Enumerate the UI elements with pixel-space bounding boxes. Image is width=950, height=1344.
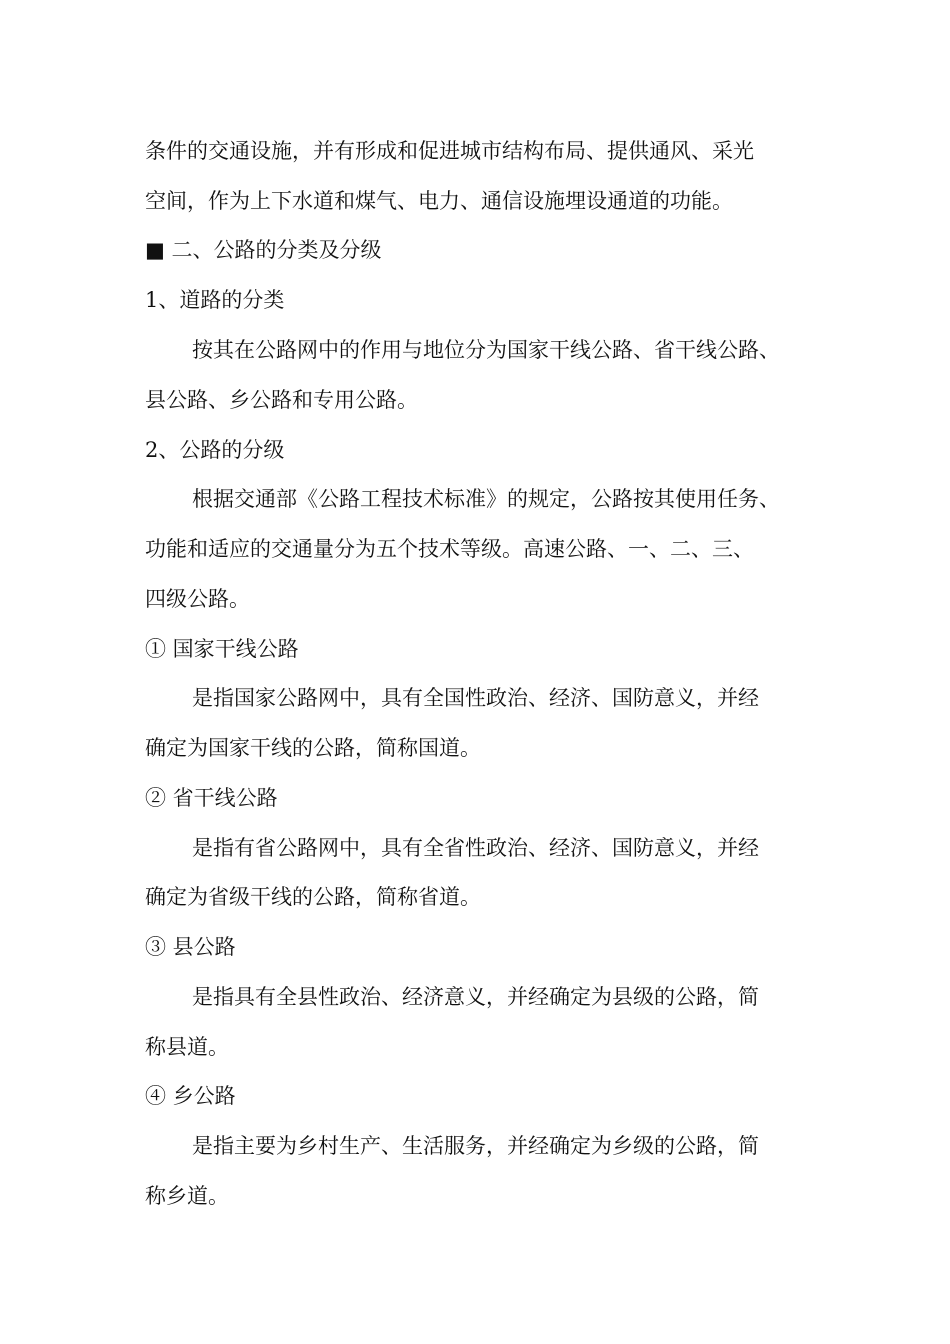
item-heading: ③ 县公路 [145, 935, 236, 959]
paragraph-line: 是指国家公路网中，具有全国性政治、经济、国防意义，并经 [192, 686, 759, 710]
item-heading: ④ 乡公路 [145, 1084, 236, 1108]
paragraph-line: 空间，作为上下水道和煤气、电力、通信设施埋设通道的功能。 [145, 189, 733, 213]
paragraph-line: 确定为省级干线的公路，简称省道。 [145, 885, 481, 909]
item-heading: ② 省干线公路 [145, 786, 278, 810]
paragraph-line: 称县道。 [145, 1035, 229, 1059]
paragraph-line: 是指主要为乡村生产、生活服务，并经确定为乡级的公路，简 [192, 1134, 759, 1158]
paragraph-line: 四级公路。 [145, 587, 250, 611]
paragraph-line: 称乡道。 [145, 1184, 229, 1208]
paragraph-line: 是指具有全县性政治、经济意义，并经确定为县级的公路，简 [192, 985, 759, 1009]
paragraph-line: 县公路、乡公路和专用公路。 [145, 388, 418, 412]
paragraph-line: 按其在公路网中的作用与地位分为国家干线公路、省干线公路、 [192, 338, 780, 362]
item-heading: ① 国家干线公路 [145, 637, 299, 661]
subsection-heading: 1、道路的分类 [145, 288, 285, 312]
paragraph-line: 确定为国家干线的公路，简称国道。 [145, 736, 481, 760]
paragraph-line: 条件的交通设施，并有形成和促进城市结构布局、提供通风、采光 [145, 139, 754, 163]
section-heading: ■ 二、公路的分类及分级 [145, 238, 382, 262]
paragraph-line: 根据交通部《公路工程技术标准》的规定，公路按其使用任务、 [192, 487, 780, 511]
paragraph-line: 是指有省公路网中，具有全省性政治、经济、国防意义，并经 [192, 836, 759, 860]
paragraph-line: 功能和适应的交通量分为五个技术等级。高速公路、一、二、三、 [145, 537, 754, 561]
subsection-heading: 2、公路的分级 [145, 438, 285, 462]
